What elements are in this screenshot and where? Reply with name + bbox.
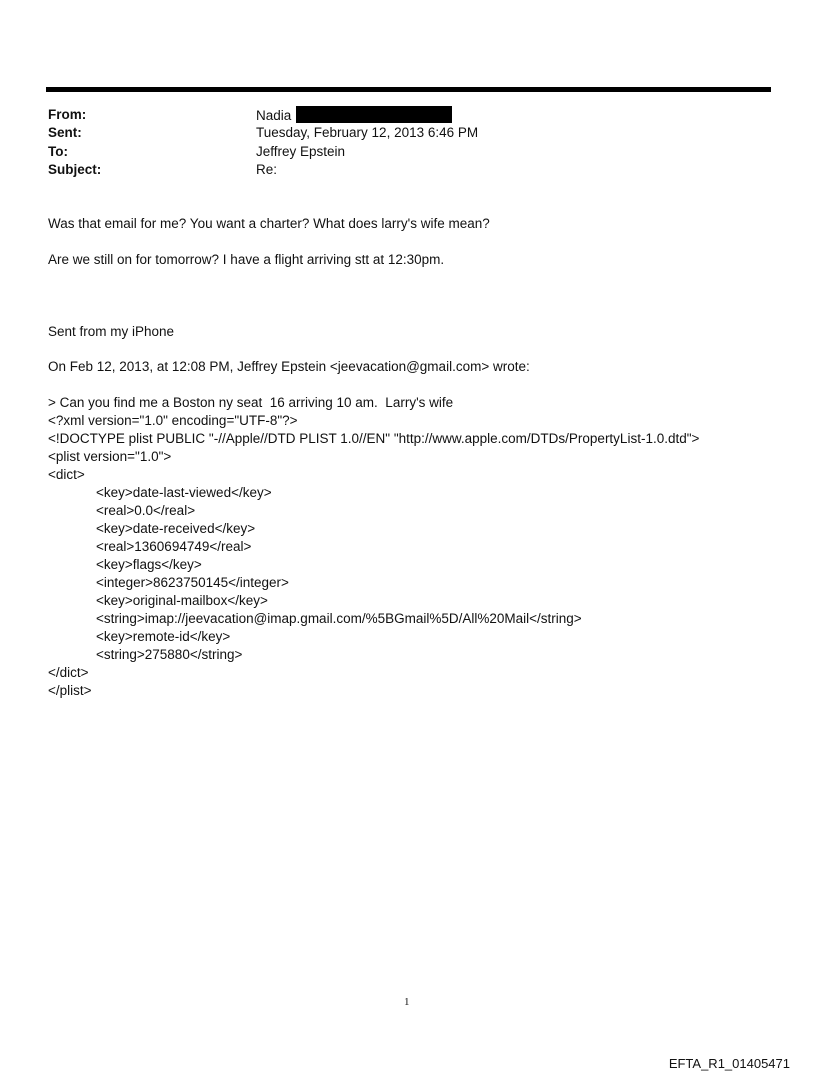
code-line: <key>date-last-viewed</key> — [96, 485, 272, 500]
code-line: </plist> — [48, 683, 92, 698]
to-value: Jeffrey Epstein — [256, 144, 346, 159]
sent-label: Sent: — [48, 125, 82, 140]
code-line: <key>date-received</key> — [96, 521, 256, 536]
signature: Sent from my iPhone — [48, 324, 175, 339]
quoted-text: > Can you find me a Boston ny seat 16 arriving 10 am. Larry's wife — [48, 395, 454, 410]
from-name: Nadia — [256, 108, 292, 123]
code-line: <key>remote-id</key> — [96, 629, 231, 644]
subject-label: Subject: — [48, 162, 102, 177]
header-rule — [46, 87, 771, 92]
from-label: From: — [48, 107, 87, 122]
bates-number: EFTA_R1_01405471 — [668, 1056, 790, 1071]
code-line: <integer>8623750145</integer> — [96, 575, 289, 590]
page-number: 1 — [404, 996, 410, 1008]
to-label: To: — [48, 144, 68, 159]
code-line: <real>1360694749</real> — [96, 539, 252, 554]
code-line: <!DOCTYPE plist PUBLIC "-//Apple//DTD PLIST 1.0//EN" "http://www.apple.com/DTDs/PropertyList-1.0.dtd"> — [48, 431, 700, 446]
quote-intro: On Feb 12, 2013, at 12:08 PM, Jeffrey Epstein <jeevacation@gmail.com> wrote: — [48, 359, 530, 374]
code-line: </dict> — [48, 665, 89, 680]
sent-value: Tuesday, February 12, 2013 6:46 PM — [256, 125, 479, 140]
code-line: <key>flags</key> — [96, 557, 202, 572]
redaction-bar — [296, 106, 452, 123]
subject-value: Re: — [256, 162, 278, 177]
code-line: <string>imap://jeevacation@imap.gmail.com/%5BGmail%5D/All%20Mail</string> — [96, 611, 582, 626]
code-line: <key>original-mailbox</key> — [96, 593, 268, 608]
code-line: <?xml version="1.0" encoding="UTF-8"?> — [48, 413, 298, 428]
code-line: <plist version="1.0"> — [48, 449, 172, 464]
from-value — [256, 106, 452, 125]
code-line: <real>0.0</real> — [96, 503, 196, 518]
body-line: Are we still on for tomorrow? I have a flight arriving stt at 12:30pm. — [48, 252, 445, 267]
code-line: <string>275880</string> — [96, 647, 243, 662]
body-line: Was that email for me? You want a charter? What does larry's wife mean? — [48, 216, 490, 231]
code-line: <dict> — [48, 467, 85, 482]
